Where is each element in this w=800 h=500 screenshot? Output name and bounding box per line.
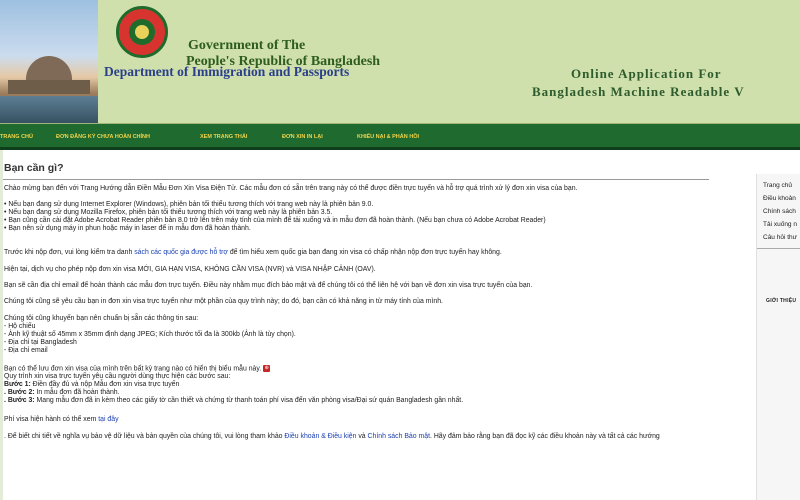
welcome-text: Chào mừng bạn đến với Trang Hướng dẫn Điền Mẫu Đơn Xin Visa Điện Tử. Các mẫu đơn có sẵn trên trang này có thể được điền trực tuyến và hỗ trợ quá trình xử lý đơn xin visa của bạn.: [4, 185, 578, 192]
prepare-intro: Chúng tôi cũng khuyến bạn nên chuẩn bị sẵn các thông tin sau:: [4, 315, 199, 322]
privacy-link[interactable]: Chính sách Bảo mật: [367, 433, 430, 440]
prepare-passport: - Hộ chiếu: [4, 323, 36, 330]
requirement-firefox: • Nếu bạn đang sử dụng Mozilla Firefox, phiên bản tối thiểu tương thích với trang web này là phiên bản 3.5.: [4, 209, 333, 216]
government-title-line2: People's Republic of Bangladesh: [186, 54, 381, 69]
sidebar-item-terms[interactable]: Điều khoản: [763, 195, 796, 202]
sidebar-heading-about: GIỚI THIỆU: [766, 298, 797, 304]
online-application-title-line2: Bangladesh Machine Readable V: [532, 84, 745, 99]
sidebar-item-home[interactable]: Trang chủ: [763, 182, 793, 189]
prepare-photo: - Ảnh kỹ thuật số 45mm x 35mm định dạng JPEG; Kích thước tối đa là 300kb (Ảnh là tùy chọn).: [4, 331, 296, 338]
nav-reprint[interactable]: ĐƠN XIN IN LẠI: [282, 134, 323, 140]
nav-incomplete-applications[interactable]: ĐƠN ĐĂNG KÝ CHƯA HOÀN CHỈNH: [56, 134, 150, 140]
save-icon[interactable]: ⊕: [264, 365, 269, 371]
requirement-ie: • Nếu bạn đang sử dụng Internet Explorer (Windows), phiên bản tối thiểu tương thích với trang web này là phiên bản 9.0.: [4, 201, 374, 208]
step-1: Bước 1: Điền đầy đủ và nộp Mẫu đơn xin visa trực tuyến: [4, 381, 180, 388]
check-countries-text: Trước khi nộp đơn, vui lòng kiểm tra danh sách các quốc gia được hỗ trợ để tìm hiểu xem quốc gia bạn đang xin visa có chấp nhận nộp đơn trực tuyến hay không.: [4, 249, 502, 256]
main-content: [0, 150, 755, 500]
prepare-address: - Địa chỉ tại Bangladesh: [4, 339, 77, 346]
parliament-photo: [0, 0, 98, 124]
sidebar-item-faq[interactable]: Câu hỏi thư: [763, 234, 797, 241]
site-header: [0, 0, 800, 124]
terms-text: . Để biết chi tiết về nghĩa vụ bảo vệ dữ liệu và bản quyền của chúng tôi, vui lòng tham khảo Điều khoản & Điều kiện và Chính sách Bảo mật. Hãy đảm bảo rằng bạn đã đọc kỹ các điều khoản này và tất cả các hướng: [4, 433, 660, 440]
requirement-printer: • Bạn nên sử dụng máy in phun hoặc máy in laser để in mẫu đơn đã hoàn thành.: [4, 225, 251, 232]
service-text: Hiện tại, dịch vụ cho phép nộp đơn xin visa MỚI, GIA HẠN VISA, KHÔNG CẦN VISA (NVR) và VISA NHẬP CẢNH (OAV).: [4, 266, 376, 273]
sidebar-item-downloads[interactable]: Tải xuống n: [763, 221, 797, 228]
page-title: Bạn cần gì?: [4, 162, 64, 174]
title-divider: [3, 179, 709, 180]
right-sidebar: [756, 174, 800, 500]
online-application-title-line1: Online Application For: [571, 66, 722, 81]
main-navigation: [0, 124, 800, 150]
nav-home[interactable]: TRANG CHỦ: [0, 134, 33, 140]
department-title: Department of Immigration and Passports: [104, 64, 350, 79]
visa-fee-link[interactable]: tại đây: [98, 416, 119, 423]
requirement-acrobat: • Bạn cũng cần cài đặt Adobe Acrobat Reader phiên bản 8.0 trở lên trên máy tính của mình để tải xuống và in mẫu đơn đã hoàn thành. (Nếu bạn chưa có Adobe Acrobat Reader): [4, 217, 546, 224]
nav-check-status[interactable]: XEM TRẠNG THÁI: [200, 134, 248, 140]
steps-intro: Quy trình xin visa trực tuyến yêu cầu người dùng thực hiện các bước sau:: [4, 373, 231, 380]
prepare-email: - Địa chỉ email: [4, 347, 48, 354]
nav-complaints-feedback[interactable]: KHIẾU NẠI & PHẢN HỒI: [357, 134, 420, 140]
printing-note: Chúng tôi cũng sẽ yêu cầu bạn in đơn xin visa trực tuyến như một phần của quy trình này; do đó, bạn cần có khả năng in từ máy tính của mình.: [4, 298, 443, 305]
step-3: . Bước 3: Mang mẫu đơn đã in kèm theo các giấy tờ cần thiết và chứng từ thanh toán phí visa đến văn phòng visa/Đại sứ quán Bangladesh gần nhất.: [4, 397, 464, 404]
government-title-line1: Government of The: [188, 38, 306, 53]
terms-link[interactable]: Điều khoản & Điều kiện: [284, 433, 357, 440]
bangladesh-seal-logo: [116, 6, 168, 58]
visa-fee-text: Phí visa hiện hành có thể xem tại đây: [4, 416, 119, 423]
step-2: . Bước 2: In mẫu đơn đã hoàn thành.: [4, 389, 120, 396]
save-note: Bạn có thể lưu đơn xin visa của mình trên bất kỳ trang nào có hiển thị biểu mẫu này. ⊕: [4, 365, 269, 373]
sidebar-divider: [757, 248, 800, 249]
email-note: Bạn sẽ cần địa chỉ email để hoàn thành các mẫu đơn trực tuyến. Điều này nhằm mục đích bảo mật và để chúng tôi có thể liên hệ với bạn về đơn xin visa trực tuyến của bạn.: [4, 282, 533, 289]
supported-countries-link[interactable]: sách các quốc gia được hỗ trợ: [134, 249, 228, 256]
sidebar-item-policy[interactable]: Chính sách: [763, 208, 796, 215]
